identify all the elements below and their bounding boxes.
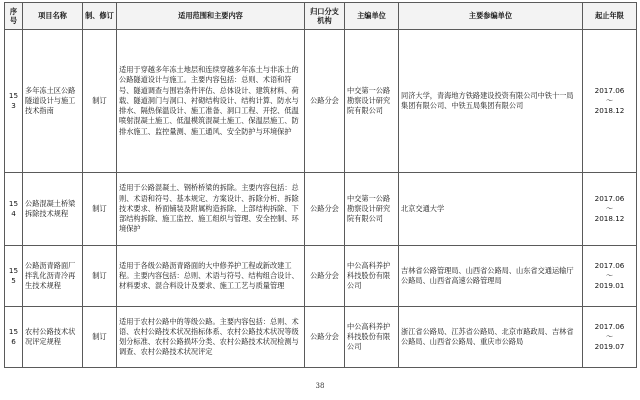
table-row <box>5 307 637 368</box>
table-header-row <box>5 3 637 30</box>
table-row <box>5 173 637 246</box>
cell-name: 农村公路技术状况评定规程 <box>23 307 83 368</box>
cell-org: 公路分会 <box>305 173 345 246</box>
cell-editor: 中交第一公路勘察设计研究院有限公司 <box>345 173 399 246</box>
cell-period <box>583 307 637 368</box>
cell-co: 北京交通大学 <box>399 173 583 246</box>
cell-scope: 适用于公路混凝土、钢桥桥梁的拆除。主要内容包括：总则、术语和符号、基本规定、方案设计、拆除分析、拆除技术要求、桥面铺装及附属构造拆除、上部结构拆除、下部结构拆除、施工监控、施工组织与管理、安全控制、环境保护 <box>117 173 305 246</box>
cell-co: 吉林省公路管理局、山西省公路局、山东省交通运输厅公路局、山西省高速公路管理局 <box>399 246 583 307</box>
cell-co: 浙江省公路局、江苏省公路局、北京市路政局、吉林省公路局、山西省公路局、重庆市公路局 <box>399 307 583 368</box>
period-end: 2019.07 <box>594 342 625 351</box>
cell-seq: 155 <box>5 246 23 307</box>
cell-period <box>583 173 637 246</box>
header-type: 制、修订 <box>83 3 117 30</box>
cell-co: 同济大学，青海地方铁路建设投资有限公司中铁十一局集团有限公司、中铁五局集团有限公司 <box>399 30 583 173</box>
cell-name: 多年冻土区公路隧道设计与施工技术指南 <box>23 30 83 173</box>
cell-scope: 适用于穿越多年冻土地层和连续穿越多年冻土与非冻土的公路隧道设计与施工。主要内容包括：总则、术语和符号、隧道调查与围岩条件评估、总体设计、建筑材料、荷载、隧道洞门与洞口、衬砌结构设计、结构计算、防水与排水、隔热保温设计、施工准备、洞口工程、开挖、低温喷射混凝土施工、低温模筑混凝土施工、保温层施工、防排水施工、监控量测、施工通风、安全防护与环境保护 <box>117 30 305 173</box>
cell-seq: 156 <box>5 307 23 368</box>
standards-table <box>4 2 637 368</box>
period-separator: ～ <box>605 96 614 105</box>
page-number: 38 <box>315 382 325 390</box>
header-co: 主要参编单位 <box>399 3 583 30</box>
cell-type: 制订 <box>83 307 117 368</box>
cell-name: 公路沥青路面厂拌乳化沥青冷再生技术规程 <box>23 246 83 307</box>
cell-editor: 中公高科养护科技股份有限公司 <box>345 307 399 368</box>
period-end: 2018.12 <box>594 214 625 223</box>
header-org: 归口分支机构 <box>305 3 345 30</box>
cell-org: 公路分会 <box>305 307 345 368</box>
cell-type: 制订 <box>83 173 117 246</box>
period-separator: ～ <box>605 204 614 213</box>
cell-editor: 中交第一公路勘察设计研究院有限公司 <box>345 30 399 173</box>
header-period: 起止年限 <box>583 3 637 30</box>
period-separator: ～ <box>605 271 614 280</box>
cell-seq: 154 <box>5 173 23 246</box>
cell-type: 制订 <box>83 246 117 307</box>
period-start: 2017.06 <box>594 194 625 203</box>
cell-type: 制订 <box>83 30 117 173</box>
cell-name: 公路混凝土桥梁拆除技术规程 <box>23 173 83 246</box>
period-end: 2019.01 <box>594 281 625 290</box>
cell-seq: 153 <box>5 30 23 173</box>
header-seq: 序号 <box>5 3 23 30</box>
cell-scope: 适用于农村公路中的等级公路。主要内容包括：总则、术语、农村公路技术状况指标体系、农村公路技术状况等级划分标准、农村公路损坏分类、农村公路技术状况检测与调查、农村公路技术状况评定 <box>117 307 305 368</box>
period-start: 2017.06 <box>594 322 625 331</box>
header-editor: 主编单位 <box>345 3 399 30</box>
cell-scope: 适用于各级公路沥青路面的大中修养护工程或新改建工程。主要内容包括：总则、术语与符号、结构组合设计、材料要求、混合料设计及要求、施工工艺与质量管理 <box>117 246 305 307</box>
cell-period <box>583 30 637 173</box>
header-name: 项目名称 <box>23 3 83 30</box>
period-start: 2017.06 <box>594 86 625 95</box>
cell-org: 公路分会 <box>305 30 345 173</box>
cell-period <box>583 246 637 307</box>
cell-editor: 中公高科养护科技股份有限公司 <box>345 246 399 307</box>
header-scope: 适用范围和主要内容 <box>117 3 305 30</box>
period-start: 2017.06 <box>594 261 625 270</box>
period-end: 2018.12 <box>594 106 625 115</box>
table-row <box>5 246 637 307</box>
cell-org: 公路分会 <box>305 246 345 307</box>
period-separator: ～ <box>605 332 614 341</box>
table-row <box>5 30 637 173</box>
